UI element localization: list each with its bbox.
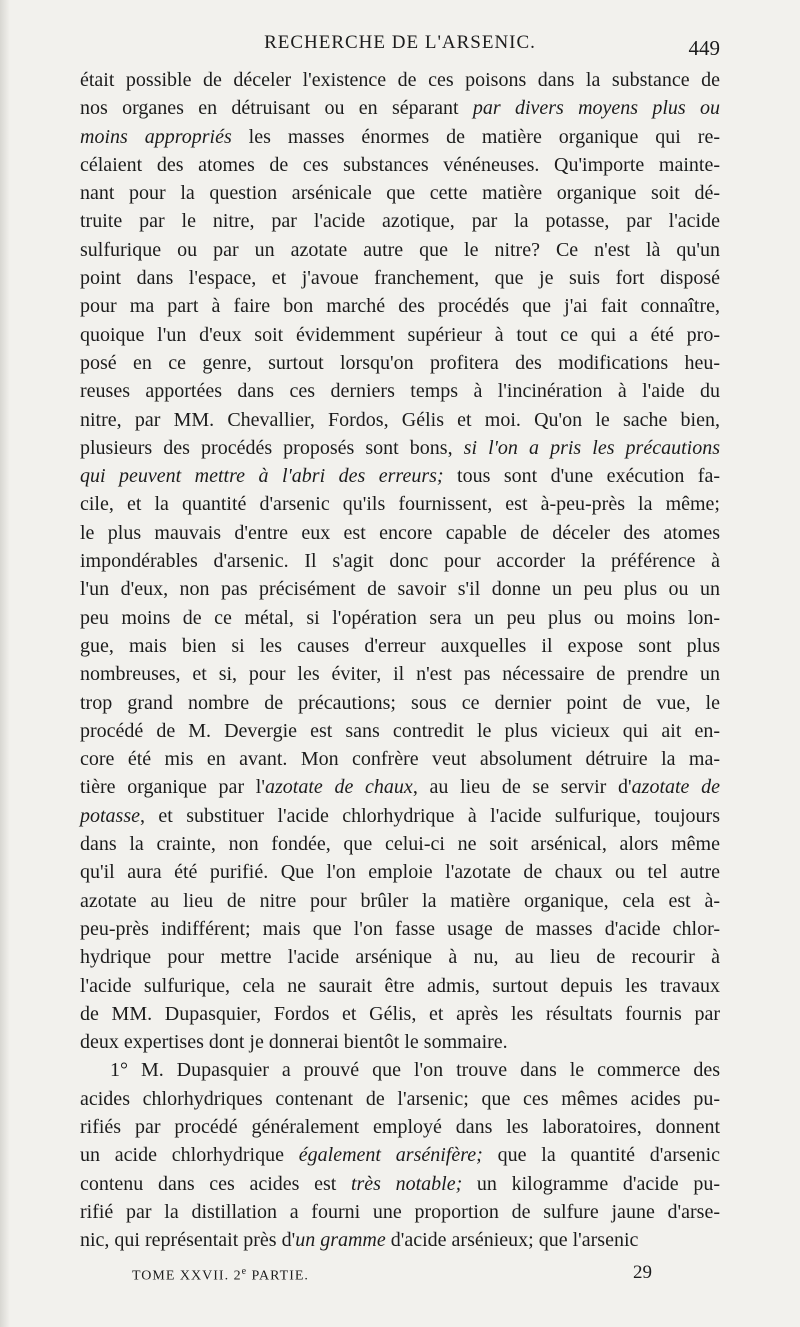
- text-line: moins appropriés les masses énormes de matière organique qui re-: [80, 125, 720, 148]
- text-line: peu moins de ce métal, si l'opération sera un peu plus ou moins lon-: [80, 606, 720, 629]
- page-header: [80, 30, 720, 60]
- signature-superscript: e: [241, 1266, 248, 1277]
- text-line: hydrique pour mettre l'acide arsénique à nu, au lieu de recourir à: [80, 946, 720, 969]
- page-number: 449: [688, 36, 720, 60]
- text-line: dans la crainte, non fondée, que celui-ci ne soit arsénical, alors même: [80, 833, 720, 856]
- signature-mark: [132, 1266, 309, 1285]
- text-line: rifié par la distillation a fourni une proportion de sulfure jaune d'arse-: [80, 1200, 720, 1223]
- text-line: quoique l'un d'eux soit évidemment supérieur à tout ce qui a été pro-: [80, 323, 720, 346]
- sheet-number: 29: [633, 1262, 652, 1283]
- text-line: un acide chlorhydrique également arsénifère; que la quantité d'arsenic: [80, 1144, 721, 1167]
- text-line: deux expertises dont je donnerai bientôt le sommaire.: [80, 1031, 508, 1054]
- text-line: l'acide sulfurique, cela ne saurait être admis, surtout depuis les travaux: [80, 974, 720, 997]
- text-line: de MM. Dupasquier, Fordos et Gélis, et après les résultats fournis par: [80, 1002, 720, 1025]
- text-line: qu'il aura été purifié. Que l'on emploie l'azotate de chaux ou tel autre: [80, 861, 720, 884]
- text-line: le plus mauvais d'entre eux est encore capable de déceler des atomes: [80, 521, 720, 544]
- text-line: 1° M. Dupasquier a prouvé que l'on trouve dans le commerce des: [110, 1059, 720, 1082]
- text-line: peu-près indifférent; mais que l'on fasse usage de masses d'acide chlor-: [80, 917, 720, 940]
- text-line: nic, qui représentait près d'un gramme d'acide arsénieux; que l'arsenic: [80, 1229, 639, 1252]
- text-line: pour ma part à faire bon marché des procédés que j'ai fait connaître,: [80, 295, 720, 318]
- text-line: l'un d'eux, non pas précisément de savoir s'il donne un peu plus ou un: [80, 578, 720, 601]
- signature-text: TOME XXVII. 2: [132, 1268, 242, 1284]
- text-line: trop grand nombre de précautions; sous ce dernier point de vue, le: [80, 691, 720, 714]
- text-line: nant pour la question arsénicale que cette matière organique soit dé-: [80, 182, 720, 205]
- text-line: core été mis en avant. Mon confrère veut absolument détruire la ma-: [80, 748, 720, 771]
- text-line: procédé de M. Devergie est sans contredit le plus vicieux qui ait en-: [80, 719, 720, 742]
- signature-tail: PARTIE.: [247, 1268, 309, 1284]
- text-line: plusieurs des procédés proposés sont bons, si l'on a pris les précautions: [80, 436, 720, 459]
- running-title: RECHERCHE DE L'ARSENIC.: [264, 32, 536, 53]
- text-line: truite par le nitre, par l'acide azotique, par la potasse, par l'acide: [80, 210, 720, 233]
- text-line: nitre, par MM. Chevallier, Fordos, Gélis et moi. Qu'on le sache bien,: [80, 408, 720, 431]
- text-line: qui peuvent mettre à l'abri des erreurs; tous sont d'une exécution fa-: [80, 465, 720, 488]
- text-line: tière organique par l'azotate de chaux, au lieu de se servir d'azotate de: [80, 776, 721, 799]
- page-footer: [132, 1262, 652, 1292]
- text-line: posé en ce genre, surtout lorsqu'on profitera des modifications heu-: [80, 351, 720, 374]
- text-line: azotate au lieu de nitre pour brûler la matière organique, cela est à-: [80, 889, 720, 912]
- text-line: sulfurique ou par un azotate autre que le nitre? Ce n'est là qu'un: [80, 238, 720, 261]
- text-line: contenu dans ces acides est très notable; un kilogramme d'acide pu-: [80, 1172, 720, 1195]
- page-edge-shadow: [0, 0, 10, 1327]
- text-line: gue, mais bien si les causes d'erreur auxquelles il expose sont plus: [80, 634, 720, 657]
- text-line: cile, et la quantité d'arsenic qu'ils fournissent, est à-peu-près la même;: [80, 493, 720, 516]
- text-line: potasse, et substituer l'acide chlorhydrique à l'acide sulfurique, toujours: [80, 804, 720, 827]
- text-line: rifiés par procédé généralement employé dans les laboratoires, donnent: [80, 1115, 720, 1138]
- text-line: était possible de déceler l'existence de ces poisons dans la substance de: [80, 69, 720, 91]
- text-line: reuses apportées dans ces derniers temps à l'incinération à l'aide du: [80, 380, 720, 403]
- text-line: nos organes en détruisant ou en séparant par divers moyens plus ou: [80, 97, 720, 120]
- text-line: point dans l'espace, et j'avoue franchement, que je suis fort disposé: [80, 267, 720, 290]
- body-text: [80, 66, 720, 1254]
- text-line: impondérables d'arsenic. Il s'agit donc pour accorder la préférence à: [80, 550, 720, 573]
- text-line: nombreuses, et si, pour les éviter, il n'est pas nécessaire de prendre un: [80, 663, 720, 686]
- text-line: acides chlorhydriques contenant de l'arsenic; que ces mêmes acides pu-: [80, 1087, 720, 1110]
- text-line: célaient des atomes de ces substances vénéneuses. Qu'importe mainte-: [80, 153, 720, 176]
